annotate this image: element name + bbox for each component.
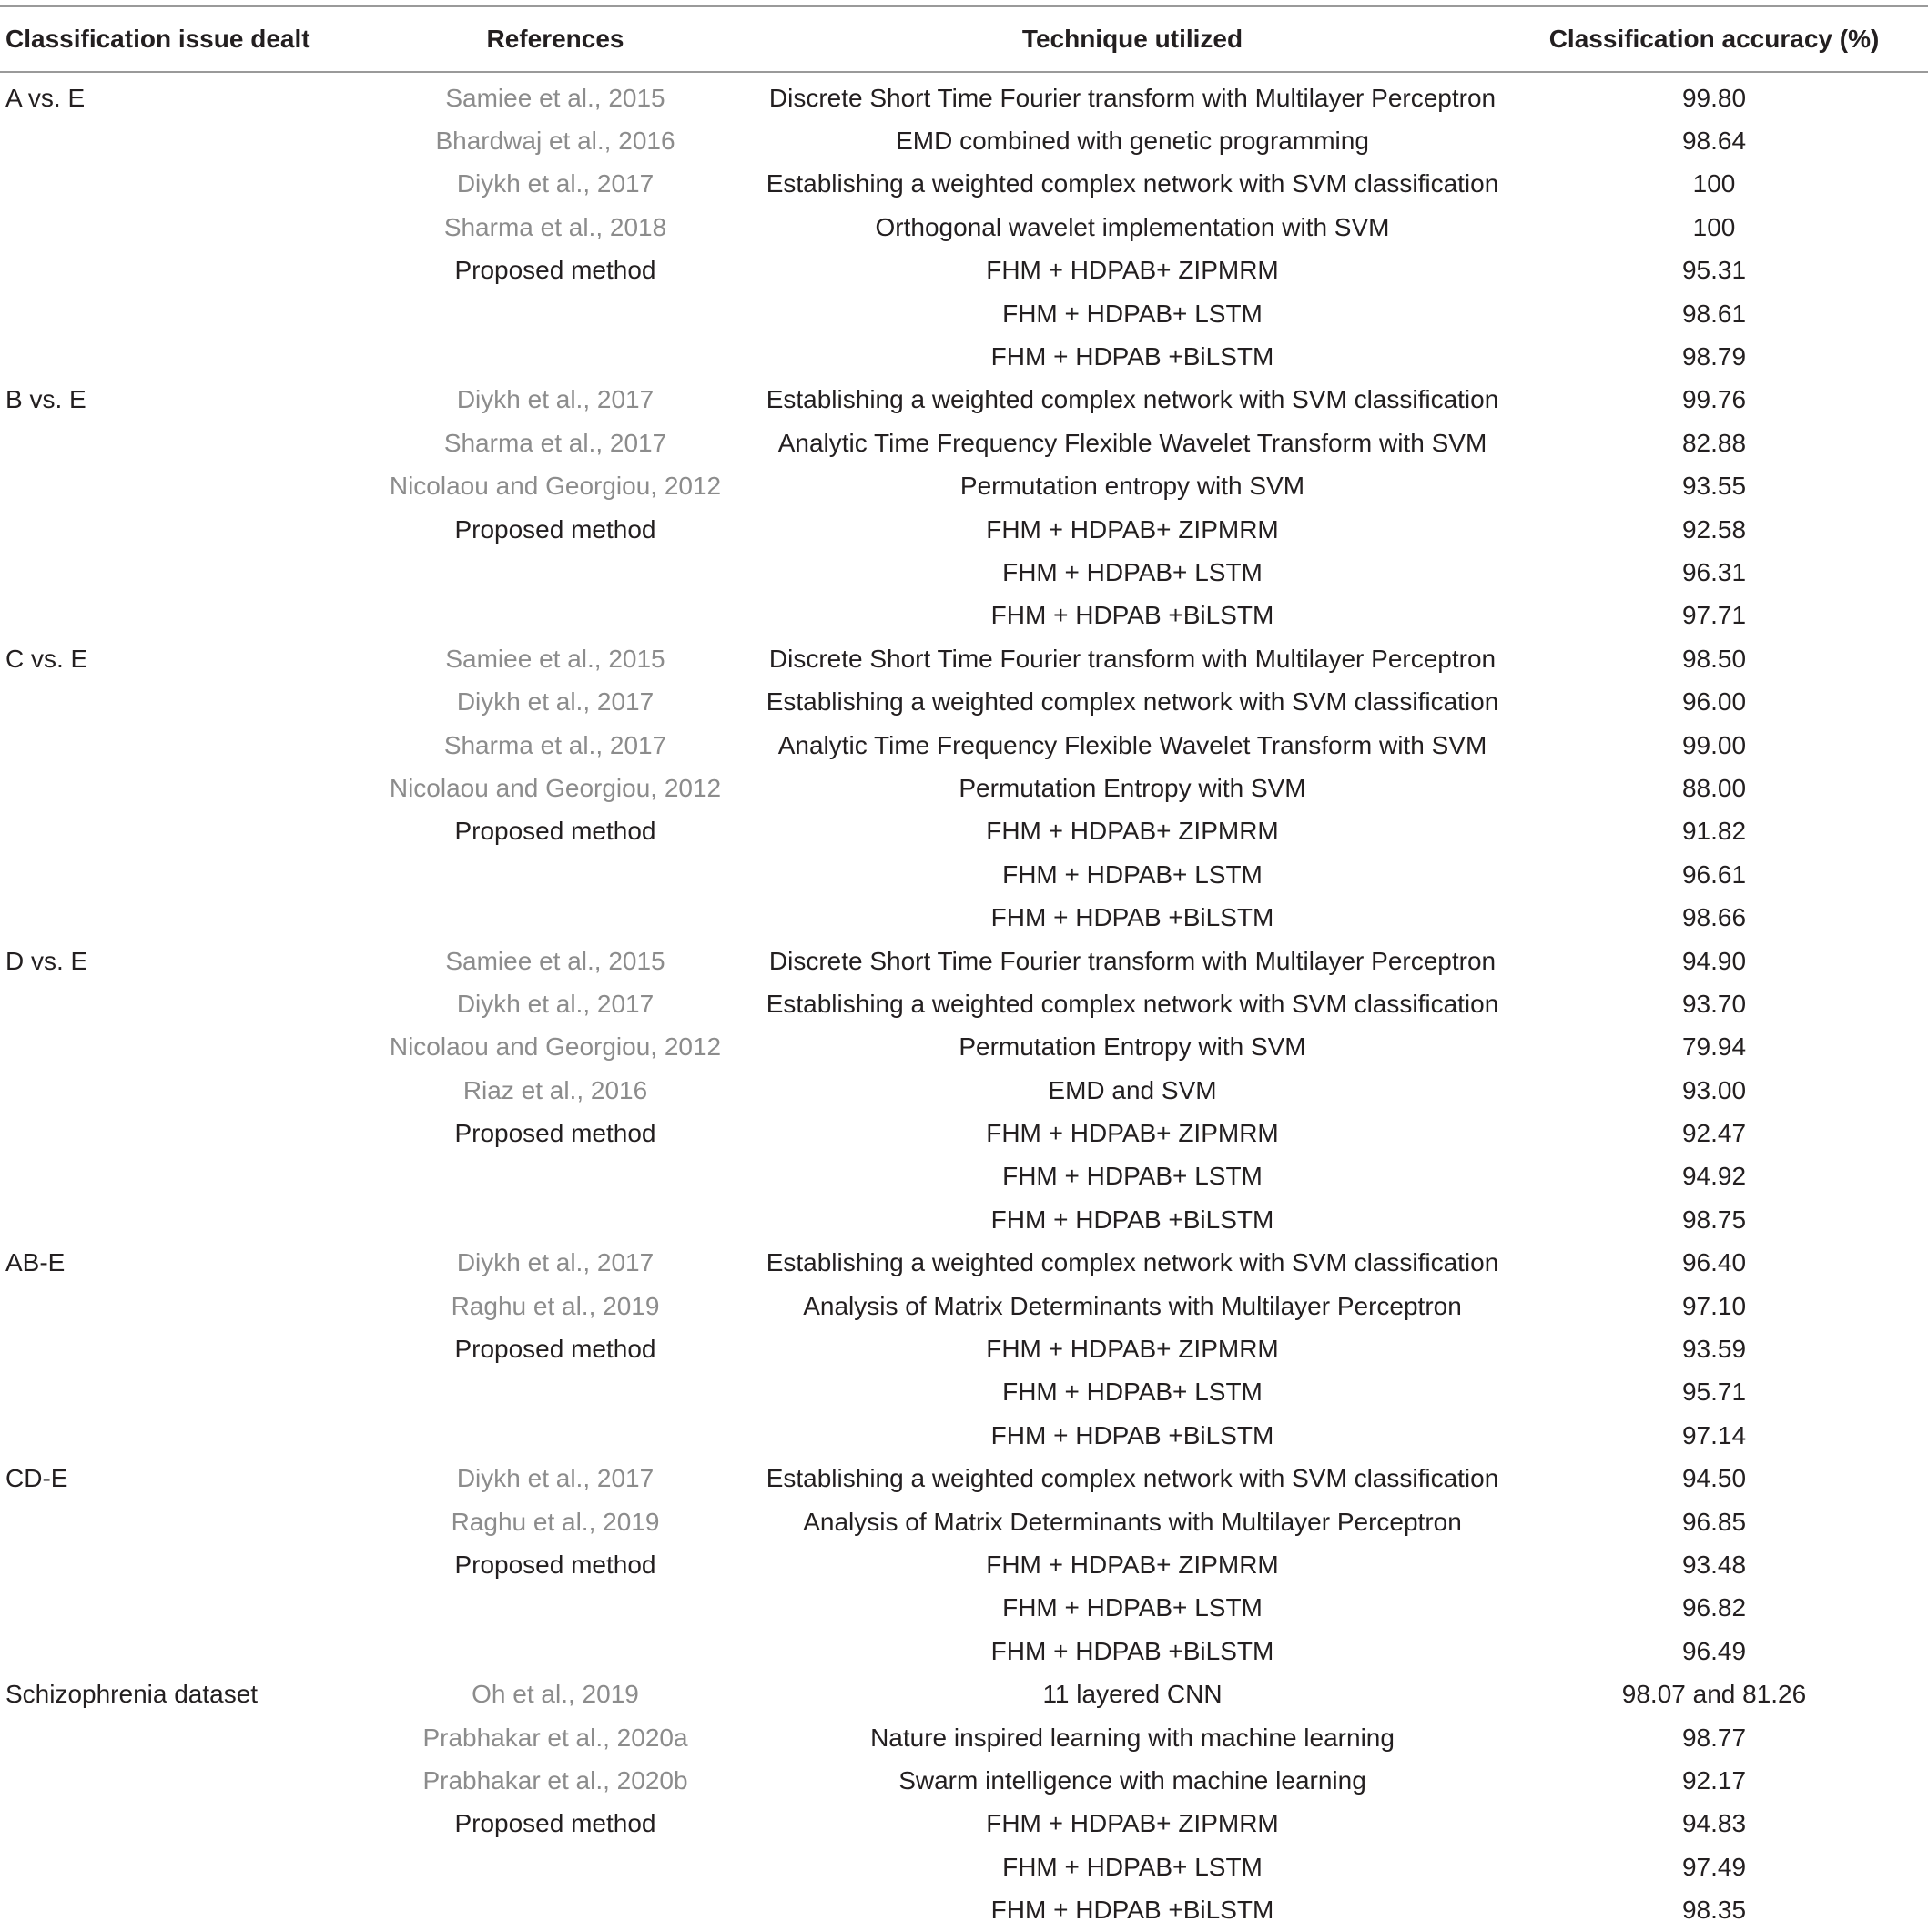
issue-cell: [0, 1112, 346, 1154]
reference-cell: [346, 551, 765, 594]
accuracy-cell: 82.88: [1681, 428, 1747, 457]
accuracy-cell: 92.58: [1681, 514, 1747, 544]
reference-cell: Diykh et al., 2017: [456, 169, 655, 198]
accuracy-cell: 94.50: [1681, 1464, 1747, 1493]
accuracy-cell: 93.00: [1681, 1075, 1747, 1104]
table-row: [0, 1587, 1928, 1630]
table-row: [0, 1458, 1928, 1500]
reference-cell: Proposed method: [454, 817, 656, 846]
reference-cell: [346, 292, 765, 335]
reference-cell: Diykh et al., 2017: [456, 1248, 655, 1277]
issue-cell: [0, 465, 346, 508]
reference-cell: Proposed method: [454, 256, 656, 285]
issue-cell: [0, 680, 346, 723]
technique-cell: Discrete Short Time Fourier transform with Multilayer Perceptron: [768, 644, 1497, 673]
reference-cell: Proposed method: [454, 1809, 656, 1838]
table-row: [0, 767, 1928, 809]
technique-cell: FHM + HDPAB+ LSTM: [1002, 1852, 1263, 1881]
issue-cell: [0, 1500, 346, 1543]
technique-cell: FHM + HDPAB+ ZIPMRM: [986, 1550, 1279, 1579]
issue-cell: B vs. E: [5, 385, 86, 414]
accuracy-cell: 97.10: [1681, 1291, 1747, 1320]
accuracy-cell: 98.61: [1681, 299, 1747, 328]
technique-cell: Permutation Entropy with SVM: [959, 1032, 1306, 1062]
issue-cell: [0, 896, 346, 939]
table-body: [0, 72, 1928, 1932]
technique-cell: FHM + HDPAB+ LSTM: [1002, 1378, 1263, 1407]
reference-cell: Sharma et al., 2017: [443, 730, 667, 759]
table-row: [0, 72, 1928, 119]
technique-cell: FHM + HDPAB+ ZIPMRM: [986, 1335, 1279, 1364]
accuracy-cell: 98.07 and 81.26: [1621, 1680, 1807, 1709]
issue-cell: [0, 595, 346, 637]
technique-cell: FHM + HDPAB+ LSTM: [1002, 859, 1263, 889]
reference-cell: Sharma et al., 2018: [443, 212, 667, 241]
table-row: [0, 724, 1928, 767]
reference-cell: Prabhakar et al., 2020a: [422, 1723, 688, 1752]
table-row: [0, 1888, 1928, 1931]
accuracy-cell: 96.40: [1681, 1248, 1747, 1277]
reference-cell: [346, 335, 765, 378]
reference-cell: [346, 853, 765, 896]
table-row: [0, 249, 1928, 292]
technique-cell: Discrete Short Time Fourier transform with Multilayer Perceptron: [768, 83, 1497, 112]
accuracy-cell: 94.92: [1681, 1162, 1747, 1191]
reference-cell: Proposed method: [454, 1119, 656, 1148]
reference-cell: [346, 1630, 765, 1673]
table-row: [0, 896, 1928, 939]
issue-cell: [0, 335, 346, 378]
table-row: [0, 1716, 1928, 1759]
reference-cell: [346, 1888, 765, 1931]
reference-cell: Samiee et al., 2015: [445, 644, 665, 673]
comparison-table: [0, 5, 1928, 1932]
technique-cell: Analysis of Matrix Determinants with Multilayer Perceptron: [803, 1291, 1462, 1320]
technique-cell: FHM + HDPAB +BiLSTM: [990, 903, 1274, 932]
technique-cell: FHM + HDPAB+ ZIPMRM: [986, 256, 1279, 285]
accuracy-cell: 79.94: [1681, 1032, 1747, 1062]
reference-cell: [346, 595, 765, 637]
table-row: [0, 335, 1928, 378]
technique-cell: FHM + HDPAB +BiLSTM: [990, 1636, 1274, 1665]
technique-cell: Establishing a weighted complex network with SVM classification: [766, 687, 1499, 717]
technique-cell: Permutation Entropy with SVM: [959, 773, 1306, 802]
header-row: [0, 6, 1928, 72]
table-row: [0, 1026, 1928, 1069]
technique-cell: Analytic Time Frequency Flexible Wavelet Transform with SVM: [777, 730, 1487, 759]
technique-cell: FHM + HDPAB +BiLSTM: [990, 1896, 1274, 1925]
table-row: [0, 1112, 1928, 1154]
table-row: [0, 1198, 1928, 1241]
table-row: [0, 940, 1928, 982]
reference-cell: [346, 896, 765, 939]
accuracy-cell: 96.00: [1681, 687, 1747, 717]
table-row: [0, 1673, 1928, 1715]
table-row: [0, 1803, 1928, 1846]
issue-cell: [0, 724, 346, 767]
issue-cell: [0, 1803, 346, 1846]
table-row: [0, 1414, 1928, 1457]
issue-cell: [0, 810, 346, 853]
accuracy-cell: 96.31: [1681, 557, 1747, 586]
accuracy-cell: 97.71: [1681, 601, 1747, 630]
issue-cell: [0, 1846, 346, 1888]
technique-cell: Analytic Time Frequency Flexible Wavelet Transform with SVM: [777, 428, 1487, 457]
issue-cell: [0, 1587, 346, 1630]
technique-cell: Establishing a weighted complex network with SVM classification: [766, 989, 1499, 1018]
issue-cell: [0, 508, 346, 551]
accuracy-cell: 96.82: [1681, 1593, 1747, 1622]
issue-cell: A vs. E: [5, 83, 86, 112]
accuracy-cell: 96.49: [1681, 1636, 1747, 1665]
reference-cell: Bhardwaj et al., 2016: [435, 127, 675, 156]
technique-cell: FHM + HDPAB +BiLSTM: [990, 1420, 1274, 1449]
accuracy-cell: 97.49: [1681, 1852, 1747, 1881]
issue-cell: [0, 1198, 346, 1241]
issue-cell: [0, 1716, 346, 1759]
accuracy-cell: 93.55: [1681, 472, 1747, 501]
issue-cell: D vs. E: [5, 946, 88, 975]
technique-cell: EMD combined with genetic programming: [896, 127, 1369, 156]
table-row: [0, 379, 1928, 422]
issue-cell: [0, 292, 346, 335]
table-row: [0, 119, 1928, 162]
table-row: [0, 810, 1928, 853]
technique-cell: FHM + HDPAB+ LSTM: [1002, 557, 1263, 586]
reference-cell: Prabhakar et al., 2020b: [422, 1765, 688, 1795]
accuracy-cell: 93.70: [1681, 989, 1747, 1018]
table-row: [0, 1155, 1928, 1198]
issue-cell: C vs. E: [5, 644, 88, 673]
issue-cell: [0, 422, 346, 464]
reference-cell: Diykh et al., 2017: [456, 989, 655, 1018]
accuracy-cell: 98.64: [1681, 127, 1747, 156]
technique-cell: Establishing a weighted complex network with SVM classification: [766, 385, 1499, 414]
technique-cell: EMD and SVM: [1048, 1075, 1217, 1104]
header-references: References: [346, 6, 765, 72]
technique-cell: Establishing a weighted complex network with SVM classification: [766, 1464, 1499, 1493]
table-row: [0, 1846, 1928, 1888]
table-row: [0, 206, 1928, 249]
technique-cell: Discrete Short Time Fourier transform with Multilayer Perceptron: [768, 946, 1497, 975]
accuracy-cell: 99.80: [1681, 83, 1747, 112]
accuracy-cell: 98.75: [1681, 1205, 1747, 1234]
reference-cell: [346, 1155, 765, 1198]
issue-cell: [0, 249, 346, 292]
table-row: [0, 595, 1928, 637]
reference-cell: Nicolaou and Georgiou, 2012: [389, 773, 722, 802]
table-row: [0, 508, 1928, 551]
accuracy-cell: 99.00: [1681, 730, 1747, 759]
accuracy-cell: 91.82: [1681, 817, 1747, 846]
issue-cell: [0, 206, 346, 249]
technique-cell: FHM + HDPAB+ ZIPMRM: [986, 817, 1279, 846]
reference-cell: Raghu et al., 2019: [451, 1291, 660, 1320]
table-row: [0, 1543, 1928, 1586]
technique-cell: FHM + HDPAB+ ZIPMRM: [986, 1119, 1279, 1148]
reference-cell: Proposed method: [454, 1335, 656, 1364]
accuracy-cell: 100: [1692, 212, 1736, 241]
technique-cell: FHM + HDPAB+ LSTM: [1002, 1593, 1263, 1622]
issue-cell: [0, 1026, 346, 1069]
technique-cell: Establishing a weighted complex network with SVM classification: [766, 169, 1499, 198]
accuracy-cell: 98.35: [1681, 1896, 1747, 1925]
technique-cell: Permutation entropy with SVM: [959, 472, 1305, 501]
technique-cell: Swarm intelligence with machine learning: [898, 1765, 1366, 1795]
reference-cell: Diykh et al., 2017: [456, 1464, 655, 1493]
technique-cell: Analysis of Matrix Determinants with Multilayer Perceptron: [803, 1507, 1462, 1536]
issue-cell: [0, 853, 346, 896]
reference-cell: [346, 1846, 765, 1888]
table-header: [0, 6, 1928, 72]
issue-cell: [0, 1759, 346, 1802]
issue-cell: Schizophrenia dataset: [5, 1680, 259, 1709]
table-row: [0, 1630, 1928, 1673]
table-row: [0, 163, 1928, 206]
technique-cell: FHM + HDPAB+ ZIPMRM: [986, 514, 1279, 544]
table-row: [0, 1759, 1928, 1802]
reference-cell: Diykh et al., 2017: [456, 385, 655, 414]
issue-cell: [0, 551, 346, 594]
reference-cell: [346, 1587, 765, 1630]
accuracy-cell: 94.83: [1681, 1809, 1747, 1838]
technique-cell: FHM + HDPAB+ LSTM: [1002, 1162, 1263, 1191]
reference-cell: Oh et al., 2019: [472, 1680, 639, 1709]
issue-cell: [0, 163, 346, 206]
table-row: [0, 1242, 1928, 1285]
technique-cell: FHM + HDPAB +BiLSTM: [990, 601, 1274, 630]
reference-cell: Sharma et al., 2017: [443, 428, 667, 457]
issue-cell: [0, 982, 346, 1025]
technique-cell: Orthogonal wavelet implementation with SVM: [875, 212, 1390, 241]
reference-cell: [346, 1198, 765, 1241]
issue-cell: [0, 767, 346, 809]
table-row: [0, 551, 1928, 594]
table-row: [0, 982, 1928, 1025]
reference-cell: Riaz et al., 2016: [462, 1075, 648, 1104]
table-row: [0, 1327, 1928, 1370]
issue-cell: [0, 1285, 346, 1327]
reference-cell: Nicolaou and Georgiou, 2012: [389, 472, 722, 501]
reference-cell: Proposed method: [454, 514, 656, 544]
reference-cell: Raghu et al., 2019: [451, 1507, 660, 1536]
technique-cell: 11 layered CNN: [1042, 1680, 1223, 1709]
table-row: [0, 465, 1928, 508]
reference-cell: [346, 1371, 765, 1414]
accuracy-cell: 99.76: [1681, 385, 1747, 414]
issue-cell: [0, 1327, 346, 1370]
header-technique: Technique utilized: [765, 6, 1500, 72]
accuracy-cell: 93.59: [1681, 1335, 1747, 1364]
accuracy-cell: 97.14: [1681, 1420, 1747, 1449]
issue-cell: [0, 1414, 346, 1457]
reference-cell: Samiee et al., 2015: [445, 946, 665, 975]
technique-cell: Establishing a weighted complex network with SVM classification: [766, 1248, 1499, 1277]
accuracy-cell: 98.50: [1681, 644, 1747, 673]
technique-cell: Nature inspired learning with machine learning: [870, 1723, 1395, 1752]
technique-cell: FHM + HDPAB +BiLSTM: [990, 342, 1274, 371]
accuracy-cell: 92.47: [1681, 1119, 1747, 1148]
issue-cell: [0, 1630, 346, 1673]
table-row: [0, 637, 1928, 680]
accuracy-cell: 92.17: [1681, 1765, 1747, 1795]
accuracy-cell: 98.66: [1681, 903, 1747, 932]
table-row: [0, 853, 1928, 896]
issue-cell: [0, 119, 346, 162]
table-row: [0, 292, 1928, 335]
technique-cell: FHM + HDPAB+ ZIPMRM: [986, 1809, 1279, 1838]
issue-cell: [0, 1888, 346, 1931]
table-row: [0, 680, 1928, 723]
reference-cell: Nicolaou and Georgiou, 2012: [389, 1032, 722, 1062]
issue-cell: [0, 1069, 346, 1112]
technique-cell: FHM + HDPAB+ LSTM: [1002, 299, 1263, 328]
table-row: [0, 1500, 1928, 1543]
reference-cell: Diykh et al., 2017: [456, 687, 655, 717]
accuracy-cell: 98.79: [1681, 342, 1747, 371]
issue-cell: [0, 1371, 346, 1414]
accuracy-cell: 96.85: [1681, 1507, 1747, 1536]
table-row: [0, 1069, 1928, 1112]
technique-cell: FHM + HDPAB +BiLSTM: [990, 1205, 1274, 1234]
accuracy-cell: 100: [1692, 169, 1736, 198]
table-row: [0, 1371, 1928, 1414]
issue-cell: [0, 1155, 346, 1198]
issue-cell: CD-E: [5, 1464, 68, 1493]
issue-cell: [0, 1543, 346, 1586]
accuracy-cell: 88.00: [1681, 773, 1747, 802]
header-accuracy: Classification accuracy (%): [1500, 6, 1928, 72]
issue-cell: AB-E: [5, 1248, 66, 1277]
reference-cell: [346, 1414, 765, 1457]
accuracy-cell: 94.90: [1681, 946, 1747, 975]
accuracy-cell: 93.48: [1681, 1550, 1747, 1579]
table-row: [0, 422, 1928, 464]
accuracy-cell: 95.31: [1681, 256, 1747, 285]
accuracy-cell: 98.77: [1681, 1723, 1747, 1752]
reference-cell: Proposed method: [454, 1550, 656, 1579]
accuracy-cell: 95.71: [1681, 1378, 1747, 1407]
reference-cell: Samiee et al., 2015: [445, 83, 665, 112]
table-row: [0, 1285, 1928, 1327]
accuracy-cell: 96.61: [1681, 859, 1747, 889]
header-issue: Classification issue dealt: [0, 6, 346, 72]
